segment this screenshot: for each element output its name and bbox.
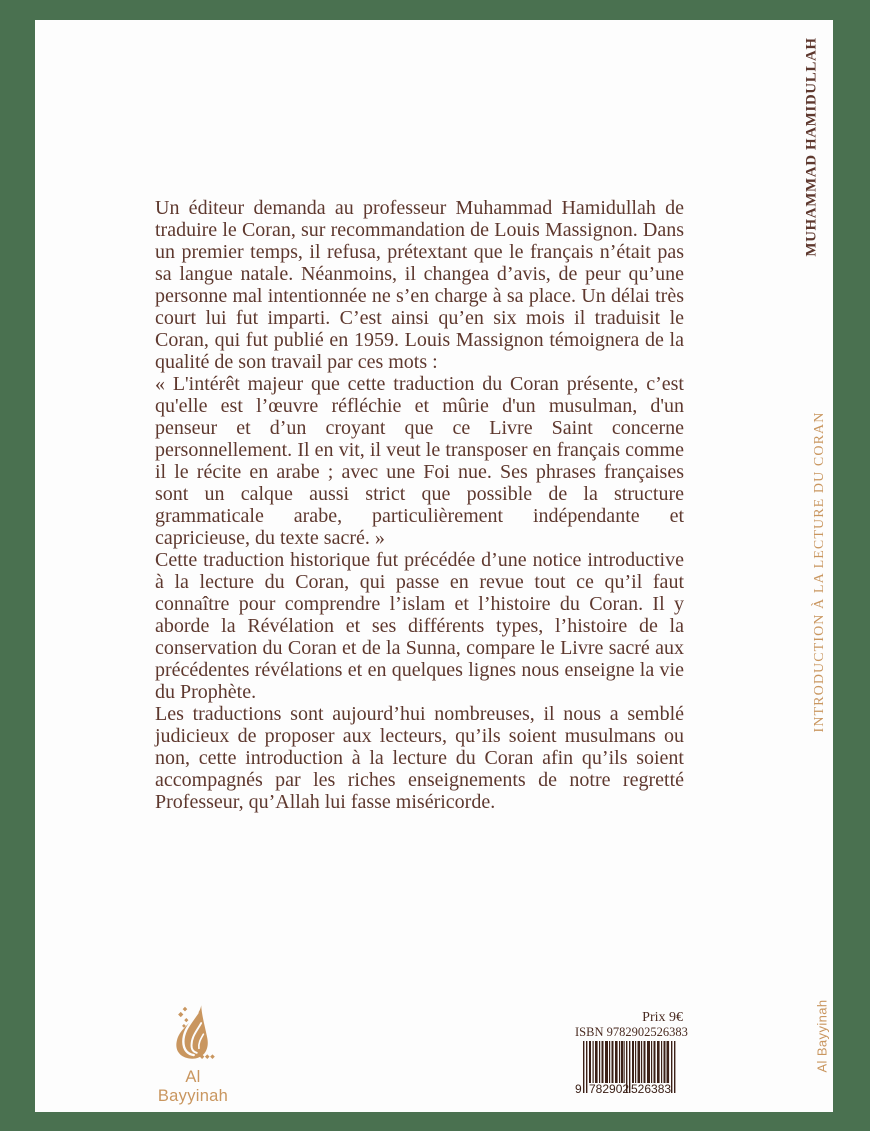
flame-calligraphy-icon xyxy=(167,1000,219,1064)
publisher-logo xyxy=(148,1000,238,1106)
spine-author: MUHAMMAD HAMIDULLAH xyxy=(803,37,820,257)
spine-title: INTRODUCTION À LA LECTURE DU CORAN xyxy=(812,411,827,733)
spine-publisher-label: Al Bayyinah xyxy=(814,999,830,1073)
barcode-block xyxy=(575,1010,688,1096)
paragraph: Un éditeur demanda au professeur Muhammad Hamidullah de traduire le Coran, sur recommandation de Louis Massignon. Dans un premier temps, il refusa, prétextant que le français n’était pas sa langue natale. Néanmoins, il changea d’avis, de peur qu’une personne mal intentionnée ne s’en charge à sa place. Un délai très court lui fut imparti. C’est ainsi qu’en six mois il traduisit le Coran, qui fut publié en 1959. Louis Massignon témoignera de la qualité de son travail par ces mots : xyxy=(155,197,684,373)
paragraph: Les traductions sont aujourd’hui nombreuses, il nous a semblé judicieux de proposer aux lecteurs, qu’ils soient musulmans ou non, cette introduction à la lecture du Coran afin qu’ils soient accompagnés par les riches enseignements de notre regretté Professeur, qu’Allah lui fasse miséricorde. xyxy=(155,703,684,813)
paragraph: « L'intérêt majeur que cette traduction du Coran présente, c’est qu'elle est l’œuvre réfléchie et mûrie d'un musulman, d'un penseur et d’un croyant que ce Livre Saint concerne personnellement. Il en vit, il veut le transposer en français comme il le récite en arabe ; avec une Foi nue. Ses phrases françaises sont un calque aussi strict que possible de la structure grammaticale arabe, particulièrement indépendante et capricieuse, du texte sacré. » xyxy=(155,373,684,549)
price-label: Prix 9€ xyxy=(642,1010,683,1025)
barcode-digit-group: 9 xyxy=(575,1082,582,1096)
isbn-label: ISBN 9782902526383 xyxy=(575,1025,688,1039)
back-cover-text xyxy=(155,197,684,813)
barcode-digit-group: 526383 xyxy=(631,1082,672,1096)
publisher-logo-label: Al Bayyinah xyxy=(157,1068,229,1105)
paragraph: Cette traduction historique fut précédée d’une notice introductive à la lecture du Coran, qui passe en revue tout ce qu’il faut connaître pour comprendre l’islam et l’histoire du Coran. Il y aborde la Révélation et ses différents types, l’histoire de la conservation du Coran et de la Sunna, compare le Livre sacré aux précédentes révélations et en quelques lignes nous enseigne la vie du Prophète. xyxy=(155,549,684,703)
cover-page xyxy=(35,20,833,1112)
barcode-digits xyxy=(575,1082,681,1095)
barcode-digit-group: 782902 xyxy=(589,1082,630,1096)
